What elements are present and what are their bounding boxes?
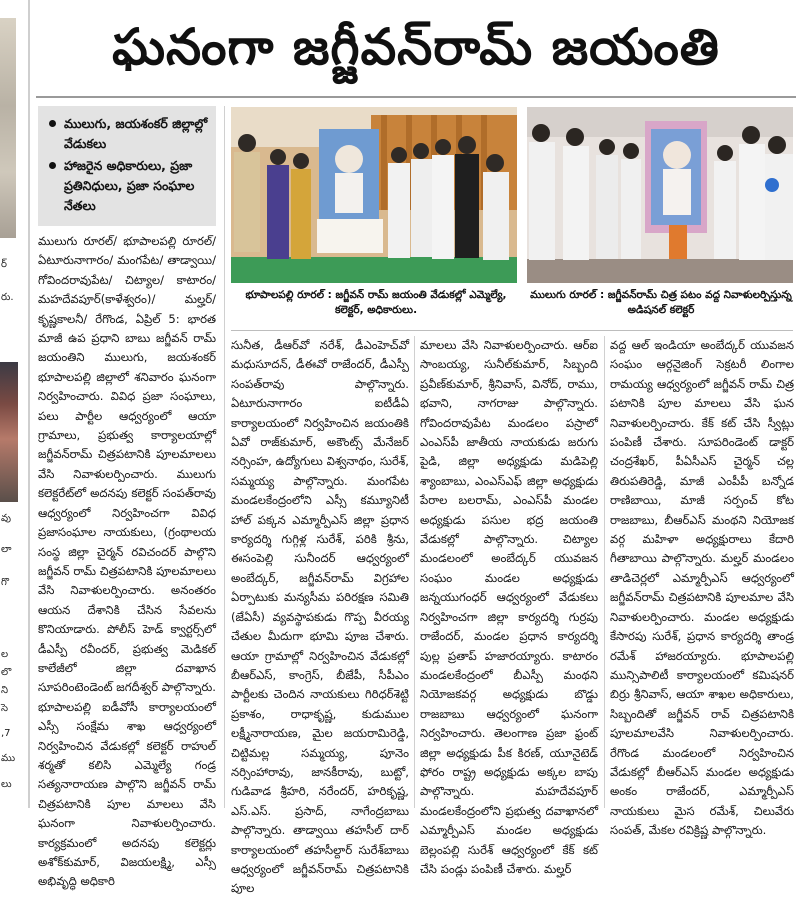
adjacent-text-fragment: గొ [1, 577, 9, 588]
adjacent-text-fragment: లా [1, 544, 12, 555]
adjacent-photo-top [0, 18, 16, 238]
article-column-3 [420, 336, 598, 876]
event-photo-mulugu-illustration [527, 107, 793, 283]
column-separator [414, 336, 415, 808]
headline-rule [36, 96, 796, 98]
adjacent-text-fragment: లు [1, 779, 12, 790]
article-column-1 [38, 232, 216, 889]
photo-caption-right: ములుగు రూరల్ : జగ్జీవన్‌రామ్ చిత్ర పటం వద్ద నివాళులర్పిస్తున్న అడిషనల్ కలెక్టర్ [530, 289, 792, 316]
article-column-2 [231, 336, 409, 896]
adjacent-text-fragment: లొ [1, 667, 12, 678]
adjacent-article-strip [0, 0, 27, 808]
adjacent-text-fragment: రు. [1, 292, 14, 303]
column-separator [224, 106, 225, 808]
article-column-4 [610, 336, 794, 838]
adjacent-text-fragment: ర్ [1, 259, 7, 270]
highlight-item [48, 156, 208, 216]
article-paragraph: సునీత, డీఆర్‌వో నరేశ్, డీఎంహెచ్‌వో మధుసూదన్, డీఈవో రాజేందర్, డీఎస్పీ సంపత్‌రావు పాల్గొన్నారు. ఏటూరునాగారం ఐటీడీఏ కార్యాలయంలో నిర్వహించిన జయంతికి ఏవో రాజ్‌కుమార్, అకౌంట్స్ మేనేజర్ నర్సింహ, ఉద్యోగులు విశ్వనాథం, సురేశ్, సమ్మయ్య పాల్గొన్నారు. మంగపేట మండలకేంద్రంలోని ఎస్సీ కమ్యూనిటీ హాల్ పక్కన ఎమ్మార్పీఎస్ జిల్లా ప్రధాన కార్యదర్శి గుగ్గిళ్ల సురేశ్, పరికి శ్రీను, ఈసంపెల్లి సునీందర్ ఆధ్వర్యంలో అంబేద్కర్, జగ్జీవన్‌రామ్ విగ్రహాల ఏర్పాటుకు మన్యసీమ పరిరక్షణ సమితి (జేఏసీ) వ్యవస్థాపకుడు గొప్ప వీరయ్య చేతుల మీదుగా భూమి పూజ చేశారు. ఆయా గ్రామాల్లో నిర్వహించిన వేడుకల్లో బీఆర్‌ఎస్, కాంగ్రెస్, బీజేపీ, సీపీఎం పార్టీలకు చెందిన నాయకులు గిరిధర్‌శెట్టి ప్రకాశం, రాధాకృష్ణ, కుడుముల లక్ష్మీనారాయణ, మైల జయరామిరెడ్డి, చిట్టిమల్ల సమ్మయ్య, పూనెం నర్సింహారావు, జానకీరావు, బుట్టో, గుడివాడ శ్రీహరి, నరేందర్, హరికృష్ణ, ఎస్.ఎస్. ప్రసాద్, నాగేంద్రబాబు పాల్గొన్నారు. తాడ్వాయి తహసీల్ దార్ కార్యాలయంలో తహసీల్దార్ సురేశ్‌బాబు ఆధ్వర్యంలో జగ్జీవన్‌రామ్ చిత్రపటానికి పూల [231, 338, 409, 896]
column-separator [604, 336, 605, 808]
article-headline: ఘనంగా జగ్జీవన్‌రామ్ జయంతి [112, 18, 720, 76]
adjacent-text-fragment: వు [1, 513, 11, 524]
adjacent-photo-bottom [0, 362, 18, 502]
adjacent-text-fragment: ము [1, 753, 16, 764]
event-photo-bhupalpally [231, 107, 517, 283]
highlight-item [48, 114, 208, 154]
event-photo-bhupalpally-illustration [231, 107, 517, 283]
adjacent-text-fragment: సె [1, 703, 9, 714]
adjacent-text-fragment: ల [1, 649, 9, 660]
article-paragraph: ములుగు రూరల్/ భూపాలపల్లి రూరల్/ ఏటూరునాగారం/ మంగపేట/ తాడ్వాయి/ గోవిందరావుపేట/ చిట్యాల/ కాటారం/ మహదేవపూర్(కాళేశ్వరం)/ మల్హర్/ కృష్ణకాలనీ/ రేగొండ, ఏప్రిల్ 5: భారత మాజీ ఉప ప్రధాని బాబు జగ్జీవన్ రామ్ జయంతిని ములుగు, జయశంకర్ భూపాలపల్లి జిల్లాలో శనివారం ఘనంగా నిర్వహించారు. వివిధ ప్రజా సంఘాలు, పలు పార్టీల ఆధ్వర్యంలో ఆయా గ్రామాలు, ప్రభుత్వ కార్యాలయాల్లో జగ్జీవన్‌రామ్ చిత్రపటానికి పూలమాలలు వేసి నివాళులర్పించారు. ములుగు కలెక్టరేట్‌లో అదనపు కలెక్టర్ సంపత్‌రావు ఆధ్వర్యంలో నిర్వహించగా వివిధ ప్రజాసంఘాల నాయకులు, (గ్రంథాలయ సంస్థ జిల్లా చైర్మన్ రవిచందర్ పాల్గొని జగ్జీవన్ రామ్ చిత్రపటానికి పూలమాలలు వేసి నివాళులర్పించారు. అనంతరం ఆయన దేశానికి చేసిన సేవలను కొనియాడారు. పోలీస్ హెడ్ క్వార్టర్స్‌లో డీఎస్పీ రవీందర్, ప్రభుత్వ మెడికల్ కాలేజీలో జిల్లా దవాఖాన సూపరింటెండెంట్ జగదీశ్వర్ పాల్గొన్నారు. భూపాలపల్లి ఐడీవోసీ కార్యాలయంలో ఎస్సీ సంక్షేమ శాఖ ఆధ్వర్యంలో నిర్వహించిన వేడుకల్లో కలెక్టర్ రాహుల్ శర్మతో కలిసి ఎమ్మెల్యే గండ్ర సత్యనారాయణ పాల్గొని జగ్జీవన్ రామ్ చిత్రపటానికి పూల మాలలు వేసి ఘనంగా నివాళులర్పించారు. కార్యక్రమంలో అదనపు కలెక్టర్లు అశోక్‌కుమార్, విజయలక్ష్మి, ఎస్సీ అభివృద్ధి అధికారి [38, 234, 216, 889]
caption-rule [231, 330, 793, 331]
bullet-icon [49, 120, 56, 127]
highlight-text: హాజరైన అధికారులు, ప్రజా ప్రతినిధులు, ప్రజా సంఘాల నేతలు [64, 158, 195, 213]
photo-caption-left: భూపాలపల్లి రూరల్ : జగ్జీవన్ రామ్ జయంతి వేడుకల్లో ఎమ్మెల్యే, కలెక్టర్, అధికారులు. [245, 289, 507, 316]
adjacent-text-fragment: ,7 [1, 728, 11, 739]
highlights-box [38, 106, 216, 226]
highlight-text: ములుగు, జయశంకర్ జిల్లాల్లో వేడుకలు [64, 116, 208, 151]
column-divider [28, 0, 30, 808]
highlights-list [48, 114, 208, 216]
bullet-icon [49, 162, 56, 169]
article-paragraph: వద్ద ఆల్ ఇండియా అంబేద్కర్ యువజన సంఘం ఆర్గనైజింగ్ సెక్రటరీ లింగాల రామయ్య ఆధ్వర్యంలో జగ్జీవన్ రామ్ చిత్ర పటానికి పూల మాలలు వేసి ఘన నివాళులర్పించారు. కేక్ కట్ చేసి స్వీట్లు పంపిణీ చేశారు. సూపరిండెంట్ డాక్టర్ చంద్రశేఖర్, పీఏసీఎస్ చైర్మన్ చల్ల తిరుపతిరెడ్డి, మాజీ ఎంపీపీ బన్నోడ రాణిబాయి, మాజీ సర్పంచ్ కోట రాజబాబు, బీఆర్ఎస్ మంథని నియోజక వర్గ మహిళా అధ్యక్షురాలు కేదారి గీతాబాయి పాల్గొన్నారు. మల్హర్ మండలం తాడిచెర్లలో ఎమ్మార్పీఎస్ ఆధ్వర్యంలో జగ్జీవన్‌రామ్ చిత్రపటానికి పూలమాల వేసి నివాళులర్పించారు. మండల అధ్యక్షుడు కేసారపు సురేశ్, ప్రధాన కార్యదర్శి తాండ్ర రమేశ్ హాజరయ్యారు. భూపాలపల్లి మున్సిపాలిటీ కార్యాలయంలో కమిషనర్ బిర్రు శ్రీనివాస్, ఆయా శాఖల అధికారులు, సిబ్బందితో జగ్జీవన్ రావ్ చిత్రపటానికి పూలమాలవేసి నివాళులర్పించారు. రేగొండ మండలంలో నిర్వహించిన వేడుకల్లో బీఆర్ఎస్ మండల అధ్యక్షుడు అంకం రాజేందర్, ఎమ్మార్పీఎస్ నాయకులు మైస రమేశ్, చిలువేరు సంపత్, మేకల రవిక్రిష్ణ పాల్గొన్నారు. [610, 338, 794, 838]
adjacent-text-fragment: ని [1, 685, 9, 696]
article-paragraph: మాలలు వేసి నివాళులర్పించారు. ఆర్‌ఐ సాంబయ్య, సునీల్‌కుమార్, సిబ్బంది ప్రవీణ్‌కుమార్, శ్రీనివాస్, వినోద్, రాము, భవాని, నాగరాజు పాల్గొన్నారు. గోవిందరావుపేట మండలం పస్రాలో ఎంఎస్‌పీ జాతీయ నాయకుడు జరుగు పైడి, జిల్లా అధ్యక్షుడు మడిపెల్లి శ్యాంబాబు, ఎంఎస్‌ఎఫ్ జిల్లా అధ్యక్షుడు పేరాల బలరామ్, ఎంఎస్‌పీ మండల అధ్యక్షుడు పసుల భద్ర జయంతి వేడుకల్లో పాల్గొన్నారు. చిట్యాల మండలంలో అంబేద్కర్ యువజన సంఘం మండల అధ్యక్షుడు జన్నయుగంధర్ ఆధ్వర్యంలో వేడుకలు నిర్వహించగా జిల్లా కార్యదర్శి గుర్రపు రాజేందర్, మండల ప్రధాన కార్యదర్శి పుల్ల ప్రతాప్ హజారయ్యారు. కాటారం మండలకేంద్రంలో బీఎస్పీ మంథని నియోజకవర్గ అధ్యక్షుడు బొడ్డు రాజబాబు ఆధ్వర్యంలో ఘనంగా నిర్వహించారు. తెలంగాణ ప్రజా ఫ్రంట్ జిల్లా అధ్యక్షుడు పీక కిరణ్, యూనైటెడ్ ఫోరం రాష్ట్ర అధ్యక్షుడు అక్కల బాపు పాల్గొన్నారు. మహదేవపూర్ మండలకేంద్రంలోని ప్రభుత్వ దవాఖానలో ఎమ్మార్పీఎస్ మండల అధ్యక్షుడు బెల్లంపల్లి సురేశ్ ఆధ్వర్యంలో కేక్ కట్ చేసి పండ్లు పంపిణీ చేశారు. మల్హర్ [420, 338, 598, 876]
event-photo-mulugu [527, 107, 793, 283]
